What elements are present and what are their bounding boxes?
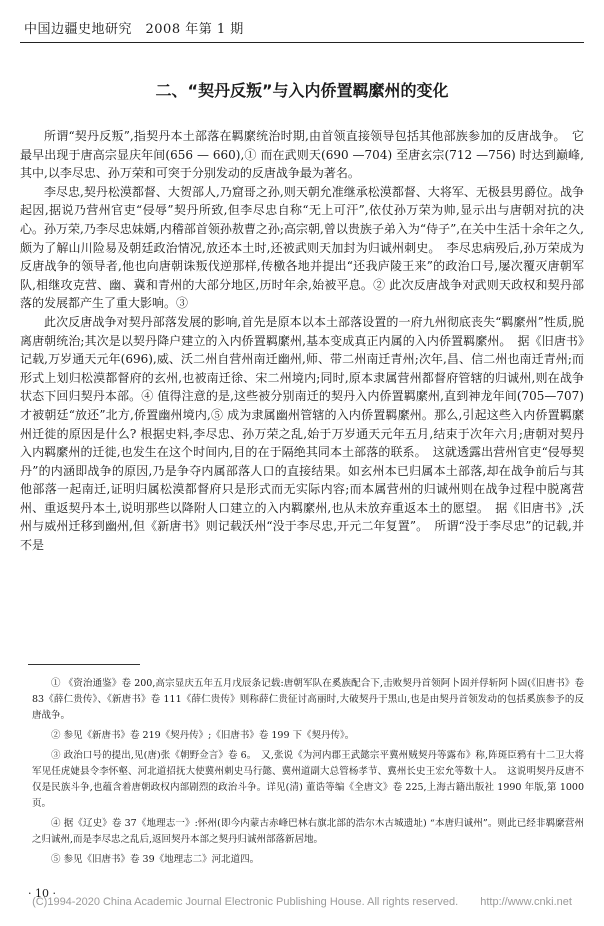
body-text [20, 127, 584, 555]
body-paragraph: 李尽忠,契丹松漠都督、大贺部人,乃窟哥之孙,则天朝允准继承松漠都督、大将军、无极县男爵位。战争起因,据说乃营州官吏“侵辱”契丹所致,但李尽忠自称“无上可汗”,依仗孙万荣为帅,显示出与唐朝对抗的决心。孙万荣,乃李尽忠妹婿,内稽部首领孙敖曹之孙;高宗朝,曾以贵族子弟入为“侍子”,在关中生活十余年之久,颇为了解山川险易及朝廷政治情况,放还本土时,还被武则天加封为归诚州刺史。 李尽忠病殁后,孙万荣成为反唐战争的领导者,他也向唐朝诛叛伐逆那样,传檄各地并提出“还我庐陵王来”的政治口号,屡次覆灭唐朝军队,相继攻克营、幽、冀和青州的大部分地区,历时年余,始被平息。② 此次反唐战争对武则天政权和契丹部落的发展都产生了重大影响。③ [20, 184, 584, 311]
footnote: ④ 据《辽史》卷 37《地理志一》:怀州(即今内蒙古赤峰巴林右旗北部的浩尔木古城遗址) “本唐归诚州”。则此已经非羁縻营州之归诚州,而是李尽忠之乱后,返回契丹本部之契丹归诚州部落新居地。 [32, 818, 584, 845]
copyright-watermark: (C)1994-2020 China Academic Journal Electronic Publishing House. All rights reserved. http://www.cnki.net [32, 896, 572, 908]
journal-header: 中国边疆史地研究 2008 年第 1 期 [24, 22, 244, 37]
body-paragraph: 所谓“契丹反叛”,指契丹本土部落在羁縻统治时期,由首领直接领导包括其他部族参加的反唐战争。 它最早出现于唐高宗显庆年间(656 — 660),① 而在武则天(690 —704) 至唐玄宗(712 —756) 时达到巅峰,其中,以李尽忠、孙万荣和可突于分别发动的反唐战争最为著名。 [20, 129, 584, 181]
footnote: ① 《资治通鉴》卷 200,高宗显庆五年五月戊辰条记载:唐朝军队在奚族配合下,击败契丹首领阿卜固并俘斩阿卜固(《旧唐书》卷 83《薛仁贵传》、《新唐书》卷 111《薛仁贵传》则称薛仁贵征讨高丽时,大破契丹于黑山,也是由契丹首领发动的包括奚族参予的反唐战争。 [32, 678, 584, 721]
body-paragraph: 此次反唐战争对契丹部落发展的影响,首先是原本以本土部落设置的一府九州彻底丧失“羁縻州”性质,脱离唐朝统治;其次是以契丹降户建立的入内侨置羁縻州,基本变成真正内属的入内侨置羁縻州。 据《旧唐书》记载,万岁通天元年(696),威、沃二州自营州南迁幽州,师、带二州南迁青州;次年,昌、信二州也南迁青州;而形式上划归松漠都督府的玄州,也被南迁徐、宋二州境内;同时,原本隶属营州都督府管辖的归诚州,则在战争状态下回归契丹本部。④ 值得注意的是,这些被分别南迁的契丹入内侨置羁縻州,直到神龙年间(705—707) 才被朝廷“放还”北方,侨置幽州境内,⑤ 成为隶属幽州管辖的入内侨置羁縻州。那么,引起这些入内侨置羁縻州迁徙的原因是什么? 根据史料,李尽忠、孙万荣之乱,始于万岁通天元年五月,结束于次年六月;唐朝对契丹入内羁縻州的迁徙,也发生在这个时间内,目的在于隔绝其同本土部落的联系。 这就透露出营州官吏“侵辱契丹”的内涵即战争的原因,乃是争夺内属部落人口的直接结果。如玄州本已归属本土部落,却在战争前后与其他部落一起南迁,证明归属松漠都督府只是形式而无实际内容;而本属营州的归诚州则在战争过程中脱离营州、重返契丹本土,说明那些以降附人口建立的入内羁縻州,也从未放弃重返本土的愿望。 据《旧唐书》,沃州与威州迁移到幽州,但《新唐书》则记载沃州“没于李尽忠,开元二年复置”。 所谓“没于李尽忠”的记载,并不是 [20, 314, 584, 553]
footnotes [32, 676, 584, 872]
header-rule [20, 42, 584, 43]
footnote-rule [28, 664, 140, 665]
footnote: ② 参见《新唐书》卷 219《契丹传》;《旧唐书》卷 199 下《契丹传》。 [51, 730, 355, 741]
footnote: ⑤ 参见《旧唐书》卷 39《地理志二》河北道四。 [51, 854, 260, 865]
footnote: ③ 政治口号的提出,见(唐)张《朝野佥言》卷 6。 又,张说《为河内郡王武懿宗平冀州贼契丹等露布》称,阵斑臣鸦有十二卫大将军见任虎婕县令李怀壑、河北道招抚大使冀州刺史马行懿、冀州道副大总管杨孝节、冀州长史王宏允等数十人。 这说明契丹反唐不仅是民族斗争,也蕴含着唐朝政权内部剧烈的政治斗争。详见(清) 董诰等编《全唐文》卷 225,上海古籍出版社 1990 年版,第 1000 页。 [32, 750, 584, 809]
section-title: 二、“契丹反叛”与入内侨置羁縻州的变化 [155, 81, 449, 100]
page-number: · 10 · [28, 887, 56, 900]
